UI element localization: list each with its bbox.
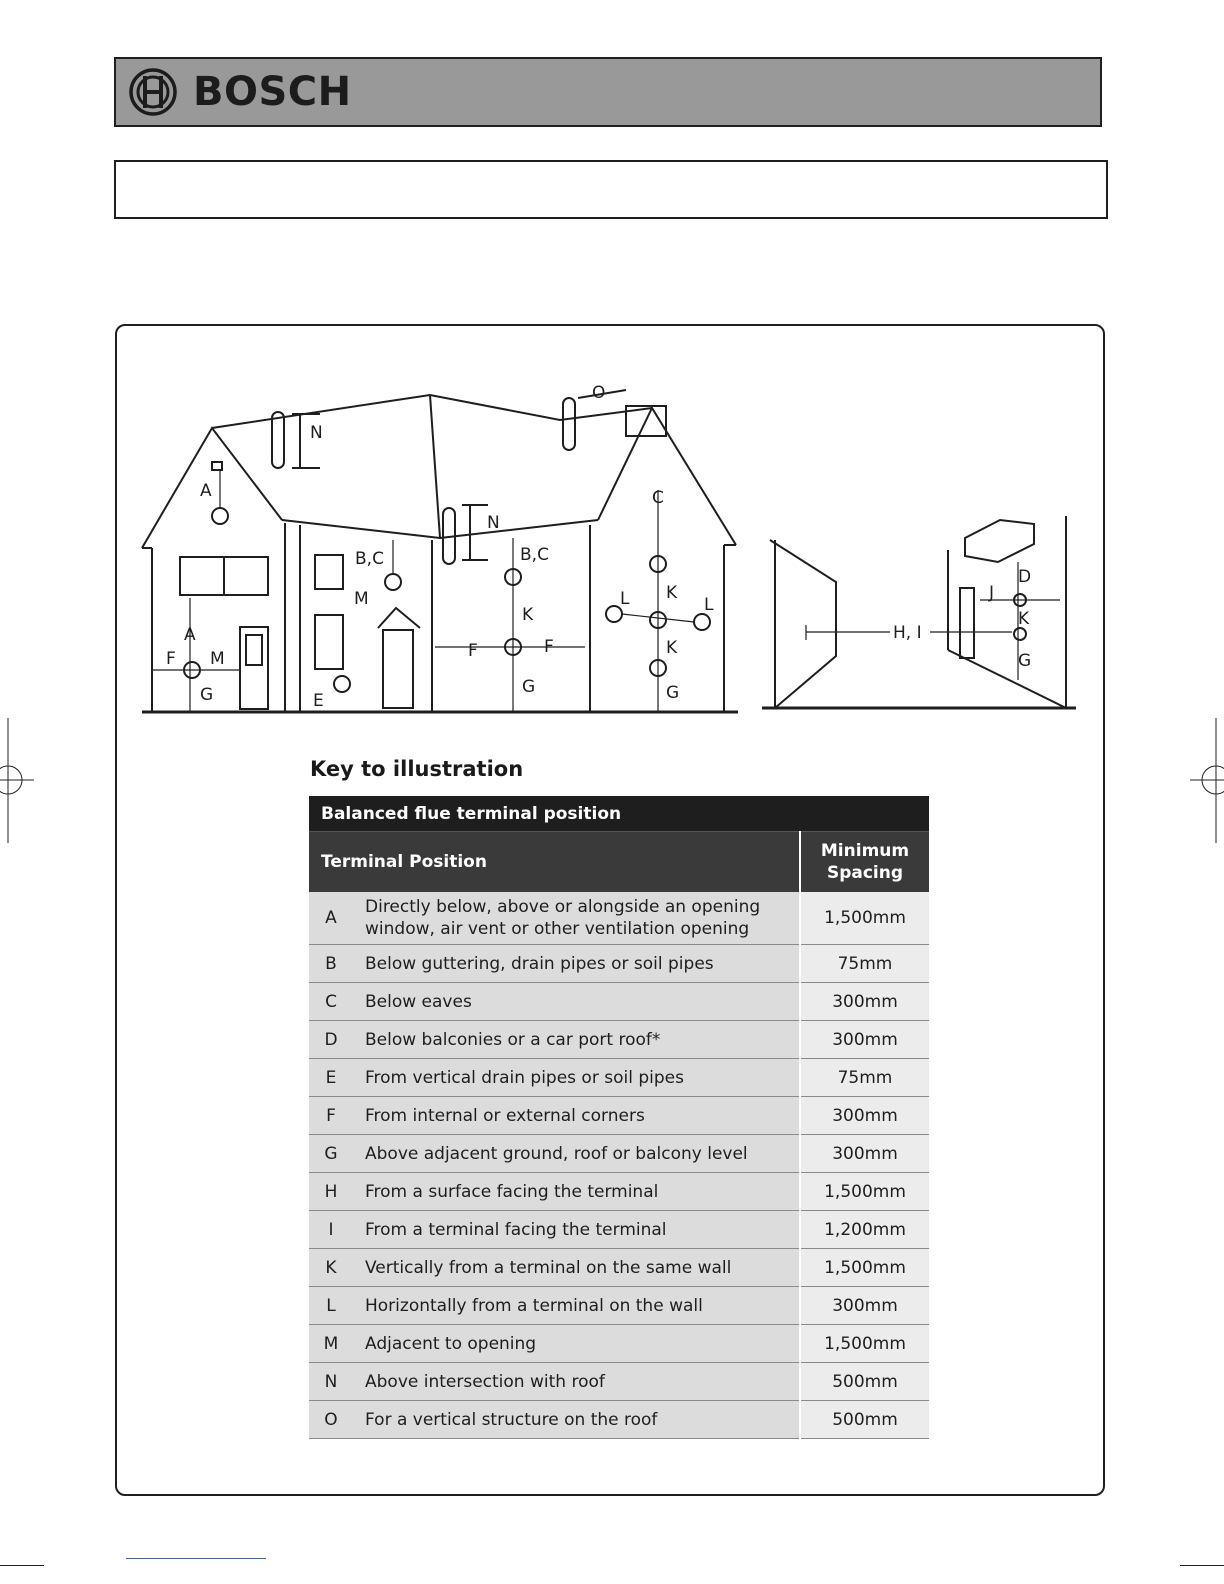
- row-code: G: [309, 1135, 353, 1173]
- label-bc-1: B,C: [355, 549, 384, 569]
- row-description: Below balconies or a car port roof*: [353, 1021, 800, 1059]
- key-heading: Key to illustration: [310, 757, 524, 781]
- row-min-spacing: 500mm: [800, 1363, 929, 1401]
- registration-mark-left-icon: [0, 718, 34, 848]
- table-row: [309, 1021, 929, 1059]
- label-g-3: G: [666, 683, 680, 703]
- row-code: D: [309, 1021, 353, 1059]
- row-min-spacing: 300mm: [800, 1135, 929, 1173]
- table-row: [309, 1135, 929, 1173]
- row-min-spacing: 300mm: [800, 983, 929, 1021]
- row-description: Adjacent to opening: [353, 1325, 800, 1363]
- row-description: Vertically from a terminal on the same wall: [353, 1249, 800, 1287]
- row-min-spacing: 300mm: [800, 1097, 929, 1135]
- row-code: H: [309, 1173, 353, 1211]
- row-min-spacing: 1,500mm: [800, 892, 929, 945]
- row-min-spacing: 500mm: [800, 1401, 929, 1439]
- row-code: I: [309, 1211, 353, 1249]
- label-n-2: N: [487, 513, 500, 533]
- label-k-2: K: [666, 583, 678, 603]
- label-g-1: G: [200, 685, 214, 705]
- label-k-1: K: [522, 605, 534, 625]
- table-row: [309, 892, 929, 945]
- row-description: Below eaves: [353, 983, 800, 1021]
- label-g-4: G: [1018, 651, 1032, 671]
- table-header-row: [309, 832, 929, 893]
- row-description: Below guttering, drain pipes or soil pipes: [353, 945, 800, 983]
- row-code: F: [309, 1097, 353, 1135]
- registration-mark-right-icon: [1190, 718, 1224, 848]
- column-header-position: Terminal Position: [309, 832, 800, 893]
- table-row: [309, 1059, 929, 1097]
- label-hi: H, I: [893, 623, 922, 643]
- footer-rule: [126, 1558, 266, 1559]
- label-bc-2: B,C: [520, 545, 549, 565]
- table-title-row: [309, 796, 929, 832]
- label-k-3: K: [666, 638, 678, 658]
- row-min-spacing: 1,500mm: [800, 1173, 929, 1211]
- row-min-spacing: 1,200mm: [800, 1211, 929, 1249]
- table-row: [309, 1211, 929, 1249]
- label-f-2: F: [468, 641, 478, 661]
- label-f-1: F: [166, 649, 176, 669]
- label-m-1: M: [354, 589, 369, 609]
- flue-terminal-illustration: [135, 372, 1085, 722]
- row-min-spacing: 75mm: [800, 945, 929, 983]
- row-code: L: [309, 1287, 353, 1325]
- label-f-3: F: [544, 637, 554, 657]
- terminal-position-table: [309, 796, 929, 1439]
- label-k-4: K: [1018, 609, 1030, 629]
- row-code: B: [309, 945, 353, 983]
- row-description: Directly below, above or alongside an opening window, air vent or other ventilation opening: [353, 892, 800, 945]
- label-g-2: G: [522, 677, 536, 697]
- brand-name: BOSCH: [193, 69, 352, 115]
- row-min-spacing: 75mm: [800, 1059, 929, 1097]
- row-code: N: [309, 1363, 353, 1401]
- label-m-2: M: [210, 649, 225, 669]
- crop-mark-right: [1180, 1565, 1224, 1566]
- row-code: E: [309, 1059, 353, 1097]
- table-body: [309, 892, 929, 1439]
- table-row: [309, 1401, 929, 1439]
- row-description: Above adjacent ground, roof or balcony level: [353, 1135, 800, 1173]
- row-description: From internal or external corners: [353, 1097, 800, 1135]
- row-code: K: [309, 1249, 353, 1287]
- row-code: C: [309, 983, 353, 1021]
- table-row: [309, 1173, 929, 1211]
- label-a-2: A: [184, 625, 196, 645]
- table-row: [309, 1249, 929, 1287]
- row-code: O: [309, 1401, 353, 1439]
- row-min-spacing: 1,500mm: [800, 1249, 929, 1287]
- table-row: [309, 1287, 929, 1325]
- bosch-logo-icon: [128, 67, 178, 117]
- table-row: [309, 1325, 929, 1363]
- column-header-spacing: Minimum Spacing: [800, 832, 929, 893]
- label-l-1: L: [620, 589, 630, 609]
- label-e: E: [313, 691, 324, 711]
- row-min-spacing: 1,500mm: [800, 1325, 929, 1363]
- row-description: For a vertical structure on the roof: [353, 1401, 800, 1439]
- label-d: D: [1018, 567, 1032, 587]
- row-description: From a terminal facing the terminal: [353, 1211, 800, 1249]
- table-row: [309, 1097, 929, 1135]
- row-code: A: [309, 892, 353, 945]
- label-l-2: L: [704, 595, 714, 615]
- row-code: M: [309, 1325, 353, 1363]
- row-description: Above intersection with roof: [353, 1363, 800, 1401]
- label-o: O: [592, 383, 606, 403]
- table-row: [309, 945, 929, 983]
- crop-mark-left: [0, 1565, 44, 1566]
- table-row: [309, 1363, 929, 1401]
- label-c: C: [652, 488, 664, 508]
- row-description: From vertical drain pipes or soil pipes: [353, 1059, 800, 1097]
- row-description: From a surface facing the terminal: [353, 1173, 800, 1211]
- header-bar: [114, 57, 1102, 127]
- table-title: Balanced flue terminal position: [309, 796, 929, 832]
- row-description: Horizontally from a terminal on the wall: [353, 1287, 800, 1325]
- table-row: [309, 983, 929, 1021]
- row-min-spacing: 300mm: [800, 1021, 929, 1059]
- label-a-1: A: [200, 481, 212, 501]
- label-j: J: [989, 583, 995, 603]
- row-min-spacing: 300mm: [800, 1287, 929, 1325]
- label-n-1: N: [310, 423, 323, 443]
- section-title-box: [114, 160, 1108, 219]
